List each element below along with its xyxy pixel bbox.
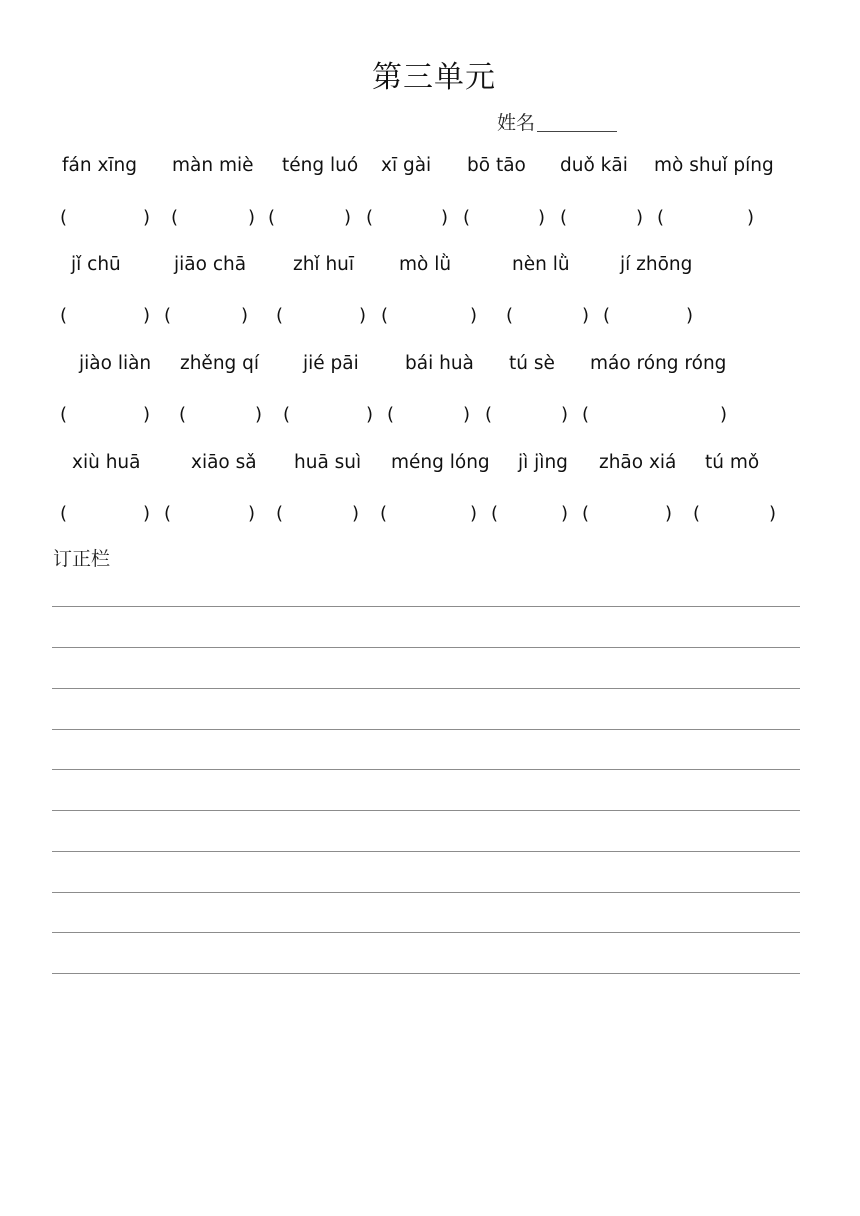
paren-open: ( (693, 503, 701, 524)
pinyin-row-3 (0, 353, 860, 379)
writing-line[interactable] (52, 932, 800, 933)
paren-close: ) (359, 305, 367, 326)
writing-line[interactable] (52, 606, 800, 607)
paren-open: ( (60, 305, 68, 326)
pinyin-row-1 (0, 155, 860, 181)
pinyin-word: jí zhōng (620, 254, 693, 275)
pinyin-word: jiào liàn (79, 353, 152, 374)
writing-line[interactable] (52, 769, 800, 770)
pinyin-word: mò lǜ (399, 254, 452, 275)
pinyin-word: jì jìng (518, 452, 568, 473)
paren-close: ) (582, 305, 590, 326)
paren-open: ( (381, 305, 389, 326)
writing-line[interactable] (52, 851, 800, 852)
answer-row-1 (0, 207, 860, 233)
paren-close: ) (143, 305, 151, 326)
paren-close: ) (463, 404, 471, 425)
paren-close: ) (352, 503, 360, 524)
pinyin-word: zhěng qí (180, 353, 260, 374)
paren-open: ( (463, 207, 471, 228)
pinyin-word: fán xīng (62, 155, 138, 176)
writing-line[interactable] (52, 892, 800, 893)
paren-close: ) (248, 207, 256, 228)
paren-close: ) (561, 404, 569, 425)
pinyin-word: bái huà (405, 353, 474, 374)
pinyin-word: méng lóng (391, 452, 490, 473)
pinyin-word: máo róng róng (590, 353, 727, 374)
pinyin-word: tú mǒ (705, 452, 760, 473)
writing-line[interactable] (52, 688, 800, 689)
pinyin-word: duǒ kāi (560, 155, 628, 176)
paren-open: ( (366, 207, 374, 228)
writing-line[interactable] (52, 973, 800, 974)
paren-open: ( (283, 404, 291, 425)
paren-close: ) (366, 404, 374, 425)
pinyin-word: nèn lǜ (512, 254, 570, 275)
paren-close: ) (561, 503, 569, 524)
paren-open: ( (60, 207, 68, 228)
paren-open: ( (171, 207, 179, 228)
answer-row-4 (0, 503, 860, 529)
paren-close: ) (686, 305, 694, 326)
paren-close: ) (470, 503, 478, 524)
pinyin-word: mò shuǐ píng (654, 155, 774, 176)
paren-close: ) (769, 503, 777, 524)
paren-open: ( (560, 207, 568, 228)
paren-close: ) (143, 207, 151, 228)
paren-open: ( (582, 404, 590, 425)
pinyin-word: huā suì (294, 452, 362, 473)
name-label: 姓名 (497, 112, 536, 134)
paren-close: ) (344, 207, 352, 228)
paren-open: ( (491, 503, 499, 524)
paren-close: ) (470, 305, 478, 326)
paren-close: ) (665, 503, 673, 524)
paren-open: ( (603, 305, 611, 326)
pinyin-word: zhǐ huī (293, 254, 355, 275)
paren-open: ( (268, 207, 276, 228)
paren-close: ) (143, 404, 151, 425)
paren-close: ) (747, 207, 755, 228)
paren-open: ( (380, 503, 388, 524)
pinyin-word: zhāo xiá (599, 452, 677, 473)
pinyin-word: xiù huā (72, 452, 141, 473)
pinyin-word: jié pāi (303, 353, 359, 374)
paren-open: ( (276, 305, 284, 326)
paren-open: ( (657, 207, 665, 228)
name-field (497, 108, 617, 135)
writing-line[interactable] (52, 729, 800, 730)
paren-close: ) (255, 404, 263, 425)
pinyin-row-2 (0, 254, 860, 280)
paren-close: ) (636, 207, 644, 228)
paren-open: ( (164, 305, 172, 326)
paren-open: ( (485, 404, 493, 425)
writing-line[interactable] (52, 647, 800, 648)
paren-close: ) (248, 503, 256, 524)
page-title: 第三单元 (372, 60, 496, 95)
paren-open: ( (582, 503, 590, 524)
pinyin-word: jǐ chū (71, 254, 121, 275)
paren-close: ) (538, 207, 546, 228)
paren-open: ( (164, 503, 172, 524)
paren-open: ( (387, 404, 395, 425)
pinyin-word: tú sè (509, 353, 555, 374)
writing-line[interactable] (52, 810, 800, 811)
paren-close: ) (720, 404, 728, 425)
paren-open: ( (276, 503, 284, 524)
answer-row-2 (0, 305, 860, 331)
paren-open: ( (506, 305, 514, 326)
paren-close: ) (441, 207, 449, 228)
paren-open: ( (179, 404, 187, 425)
name-blank[interactable] (537, 131, 617, 132)
correction-section-label: 订正栏 (53, 548, 111, 570)
paren-close: ) (143, 503, 151, 524)
pinyin-word: xī gài (381, 155, 432, 176)
pinyin-word: jiāo chā (174, 254, 247, 275)
paren-close: ) (241, 305, 249, 326)
answer-row-3 (0, 404, 860, 430)
paren-open: ( (60, 503, 68, 524)
pinyin-word: bō tāo (467, 155, 526, 176)
paren-open: ( (60, 404, 68, 425)
pinyin-word: téng luó (282, 155, 359, 176)
pinyin-word: xiāo sǎ (191, 452, 257, 473)
pinyin-word: màn miè (172, 155, 254, 176)
pinyin-row-4 (0, 452, 860, 478)
